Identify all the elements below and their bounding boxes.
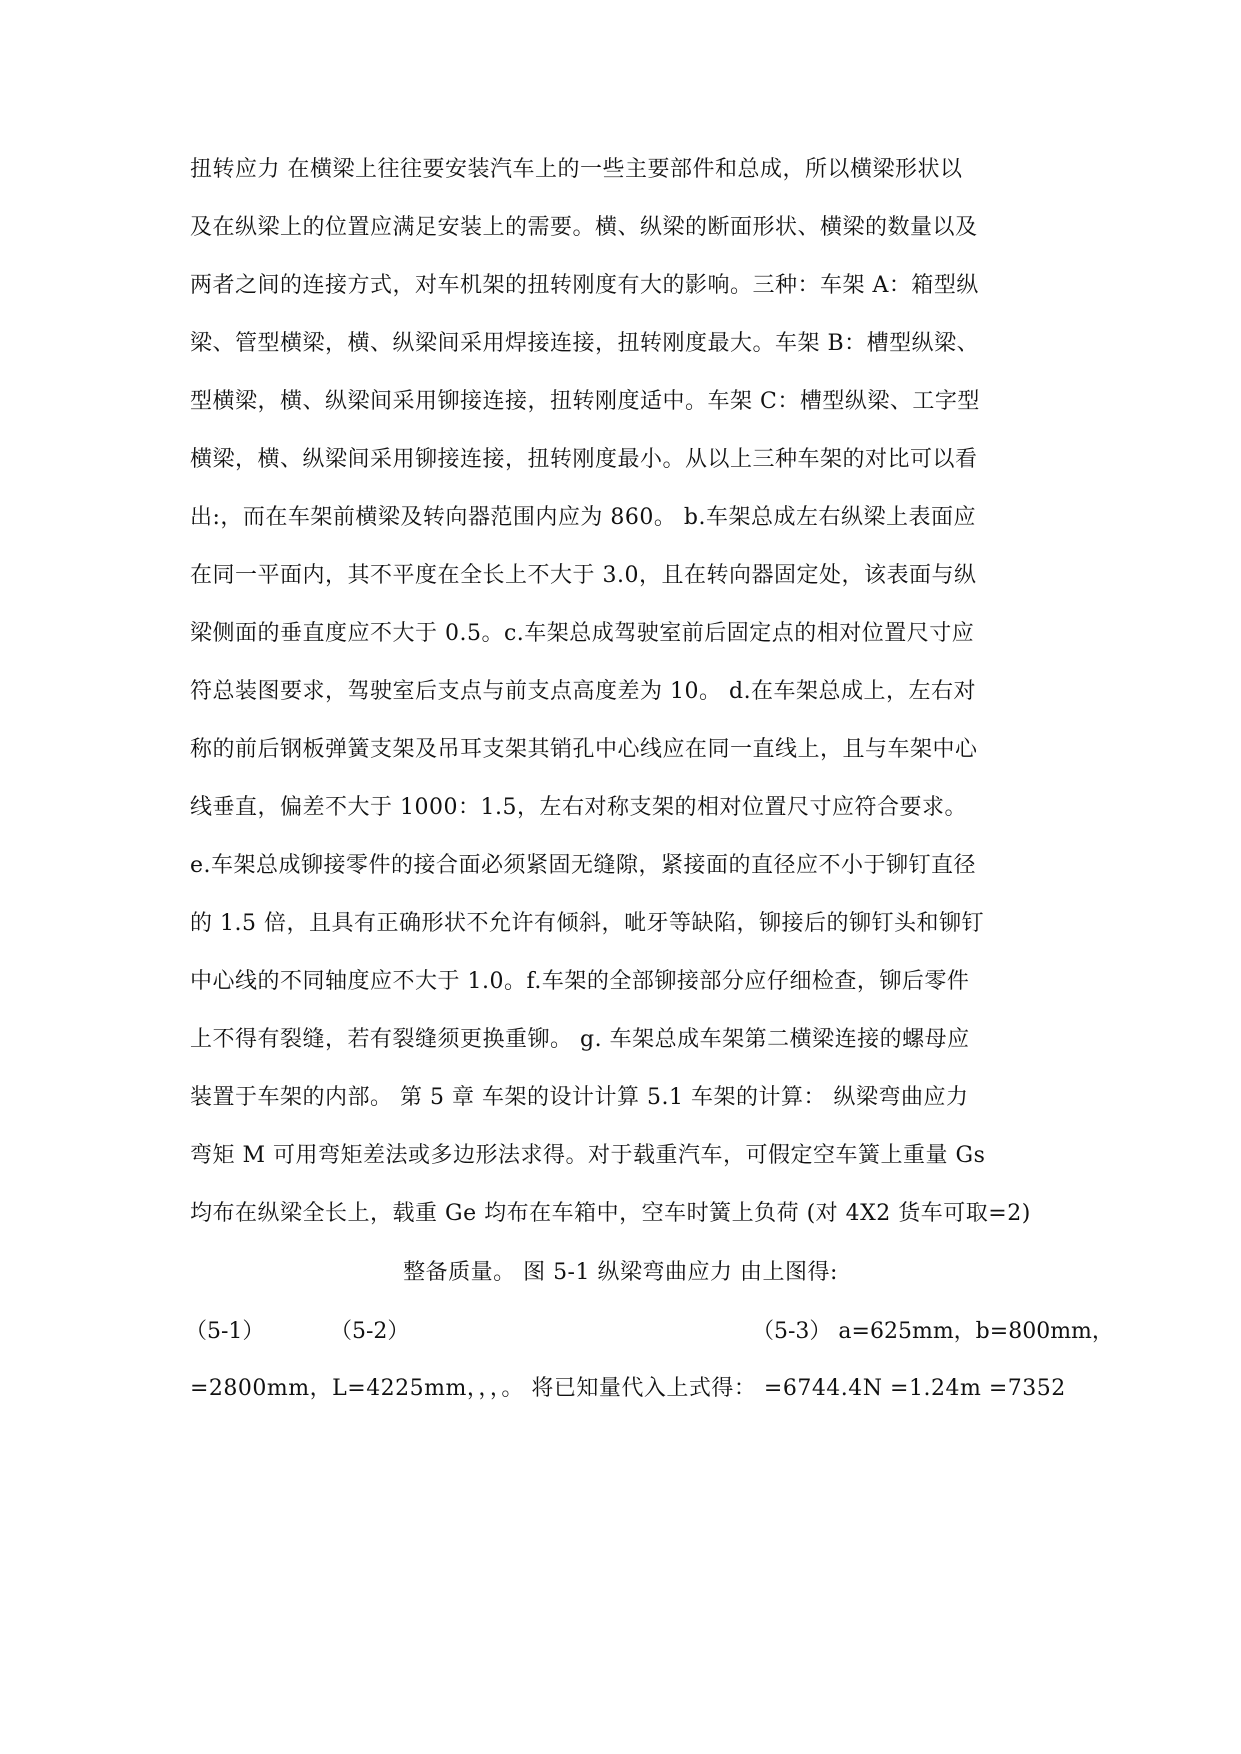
body-text-line: 梁侧面的垂直度应不大于 0.5。c.车架总成驾驶室前后固定点的相对位置尺寸应 — [190, 621, 975, 646]
body-text-line: 横梁，横、纵梁间采用铆接连接，扭转刚度最小。从以上三种车架的对比可以看 — [190, 447, 978, 472]
body-text-line: 符总装图要求，驾驶室后支点与前支点高度差为 10。 d.在车架总成上，左右对 — [190, 679, 977, 704]
body-text-line: 扭转应力 在横梁上往往要安装汽车上的一些主要部件和总成，所以横梁形状以 — [190, 157, 963, 182]
body-text-line: 中心线的不同轴度应不大于 1.0。f.车架的全部铆接部分应仔细检查，铆后零件 — [190, 969, 970, 994]
body-text-line: 的 1.5 倍，且具有正确形状不允许有倾斜，呲牙等缺陷，铆接后的铆钉头和铆钉 — [190, 911, 984, 936]
result-line: =2800mm，L=4225mm，，，。 将已知量代入上式得： =6744.4N =1.24m =7352 — [190, 1376, 1066, 1401]
body-text-line: 称的前后钢板弹簧支架及吊耳支架其销孔中心线应在同一直线上，且与车架中心 — [190, 737, 978, 762]
body-text-line: 均布在纵梁全长上，载重 Ge 均布在车箱中，空车时簧上负荷 (对 4X2 货车可取=2) — [190, 1201, 1031, 1226]
figure-caption: 整备质量。 图 5-1 纵梁弯曲应力 由上图得: — [403, 1260, 838, 1285]
body-text-line: 在同一平面内，其不平度在全长上不大于 3.0，且在转向器固定处，该表面与纵 — [190, 563, 977, 588]
body-text-line: 型横梁，横、纵梁间采用铆接连接，扭转刚度适中。车架 C：槽型纵梁、工字型 — [190, 389, 980, 414]
body-text-line: 上不得有裂缝，若有裂缝须更换重铆。 g. 车架总成车架第二横梁连接的螺母应 — [190, 1027, 970, 1052]
equation-number-5-2: （5-2） — [330, 1319, 410, 1344]
body-text-line: 及在纵梁上的位置应满足安装上的需要。横、纵梁的断面形状、横梁的数量以及 — [190, 215, 978, 240]
body-text-line: 线垂直，偏差不大于 1000：1.5，左右对称支架的相对位置尺寸应符合要求。 — [190, 795, 967, 820]
body-text-line: 两者之间的连接方式，对车机架的扭转刚度有大的影响。三种：车架 A：箱型纵 — [190, 273, 979, 298]
body-text-line: 装置于车架的内部。 第 5 章 车架的设计计算 5.1 车架的计算： 纵梁弯曲应力 — [190, 1085, 969, 1110]
body-text-line: 弯矩 M 可用弯矩差法或多边形法求得。对于载重汽车，可假定空车簧上重量 Gs — [190, 1143, 986, 1168]
equation-number-5-3: （5-3） a=625mm，b=800mm， — [752, 1319, 1114, 1344]
equation-number-5-1: （5-1） — [185, 1319, 265, 1344]
body-text-line: e.车架总成铆接零件的接合面必须紧固无缝隙，紧接面的直径应不小于铆钉直径 — [190, 853, 977, 878]
body-text-line: 梁、管型横梁，横、纵梁间采用焊接连接，扭转刚度最大。车架 B：槽型纵梁、 — [190, 331, 980, 356]
body-text-line: 出:，而在车架前横梁及转向器范围内应为 860。 b.车架总成左右纵梁上表面应 — [190, 505, 976, 530]
